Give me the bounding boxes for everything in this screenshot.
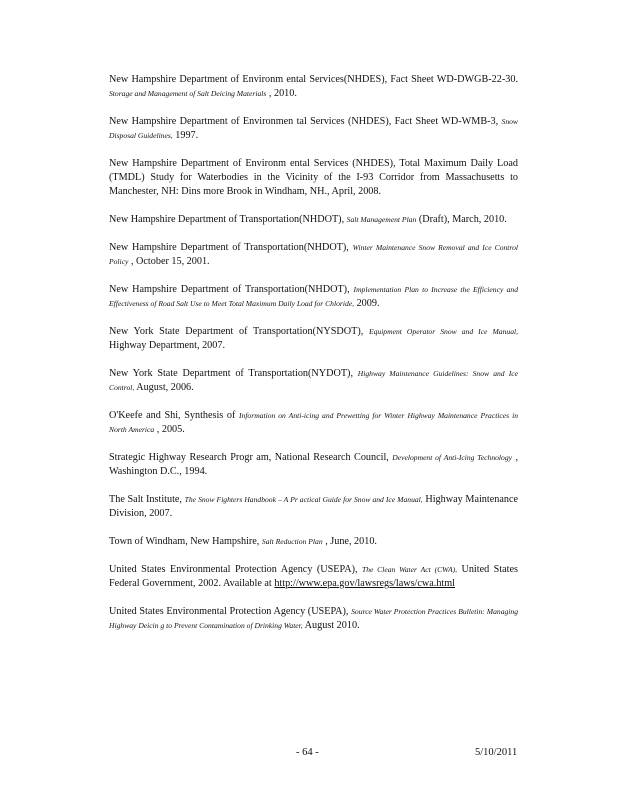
reference-title: Information on Anti-icing and Prewetting for Winter Highway Maintenance Practices in North America <box>109 411 518 434</box>
references-list <box>109 73 518 633</box>
reference-text: , 2010. <box>266 88 297 99</box>
reference-entry <box>109 325 518 353</box>
reference-entry <box>109 493 518 521</box>
reference-text: New Hampshire Department of Environm ental Services (NHDES), Total Maximum Daily Load (TMDL) Study for Waterbodies in the Vicinity of the I-93 Corridor from Massachusetts to Manchester, NH: Dins more Brook in Windham, NH., April, 2008. <box>109 158 518 197</box>
footer-date: 5/10/2011 <box>475 747 518 758</box>
reference-title: Winter Maintenance Snow Removal and Ice Control Policy <box>109 243 518 266</box>
reference-title: Development of Anti-Icing Technology <box>392 453 513 462</box>
reference-title: Storage and Management of Salt Deicing Materials <box>109 89 267 98</box>
reference-title: Source Water Protection Practices Bulletin: Managing Highway Deicin g to Prevent Contamination of Drinking Water, <box>109 607 518 630</box>
reference-link[interactable]: http://www.epa.gov/lawsregs/laws/cwa.html <box>274 578 456 589</box>
reference-text: O'Keefe and Shi, Synthesis of <box>109 410 239 421</box>
reference-text: 2009. <box>354 298 380 309</box>
reference-entry <box>109 73 518 101</box>
reference-text: United States Environmental Protection Agency (USEPA), <box>109 564 362 575</box>
reference-text: New Hampshire Department of Transportation(NHDOT), <box>109 284 354 295</box>
reference-entry <box>109 605 518 633</box>
reference-text: The Salt Institute, <box>109 494 185 505</box>
reference-title: Equipment Operator Snow and Ice Manual, <box>368 327 518 336</box>
reference-text: August 2010. <box>302 620 360 631</box>
reference-title: Implementation Plan to Increase the Efficiency and Effectiveness of Road Salt Use to Meet Total Maximum Daily Load for Chloride, <box>109 285 518 308</box>
reference-text: , October 15, 2001. <box>128 256 210 267</box>
reference-title: Highway Maintenance Guidelines: Snow and Ice Control, <box>109 369 518 392</box>
reference-entry <box>109 535 518 549</box>
reference-text: Highway Maintenance Division, 2007. <box>109 494 518 519</box>
reference-title: The Snow Fighters Handbook – A Pr actical Guide for Snow and Ice Manual, <box>184 495 423 504</box>
page-number: - 64 - <box>296 747 319 758</box>
reference-entry <box>109 115 518 143</box>
reference-text: Strategic Highway Research Progr am, National Research Council, <box>109 452 393 463</box>
reference-title: Salt Reduction Plan <box>261 537 323 546</box>
reference-text: New York State Department of Transportation(NYDOT), <box>109 368 358 379</box>
reference-text: Town of Windham, New Hampshire, <box>109 536 262 547</box>
reference-entry <box>109 157 518 199</box>
reference-entry <box>109 563 518 591</box>
reference-title: The Clean Water Act (CWA), <box>361 565 458 574</box>
reference-text: (Draft), March, 2010. <box>416 214 507 225</box>
reference-entry <box>109 213 518 227</box>
reference-text: New Hampshire Department of Transportation(NHDOT), <box>109 242 353 253</box>
reference-text: Highway Department, 2007. <box>109 340 225 351</box>
reference-text: , Washington D.C., 1994. <box>109 452 519 477</box>
reference-entry <box>109 409 518 437</box>
reference-text: 1997. <box>172 130 199 141</box>
reference-text: August, 2006. <box>134 382 194 393</box>
reference-text: , June, 2010. <box>322 536 377 547</box>
reference-text: New Hampshire Department of Environm ental Services(NHDES), Fact Sheet WD-DWGB-22-30. <box>109 74 518 85</box>
reference-entry <box>109 283 518 311</box>
reference-text: , 2005. <box>154 424 185 435</box>
reference-entry <box>109 367 518 395</box>
reference-text: New Hampshire Department of Transportation(NHDOT), <box>109 214 347 225</box>
reference-text: United States Federal Government, 2002. Available at <box>109 564 518 589</box>
reference-text: New York State Department of Transportation(NYSDOT), <box>109 326 369 337</box>
reference-entry <box>109 241 518 269</box>
reference-title: Salt Management Plan <box>346 215 417 224</box>
reference-text: United States Environmental Protection Agency (USEPA), <box>109 606 352 617</box>
reference-title: Snow Disposal Guidelines, <box>109 117 518 140</box>
reference-entry <box>109 451 518 479</box>
reference-text: New Hampshire Department of Environmen tal Services (NHDES), Fact Sheet WD-WMB-3, <box>109 116 502 127</box>
